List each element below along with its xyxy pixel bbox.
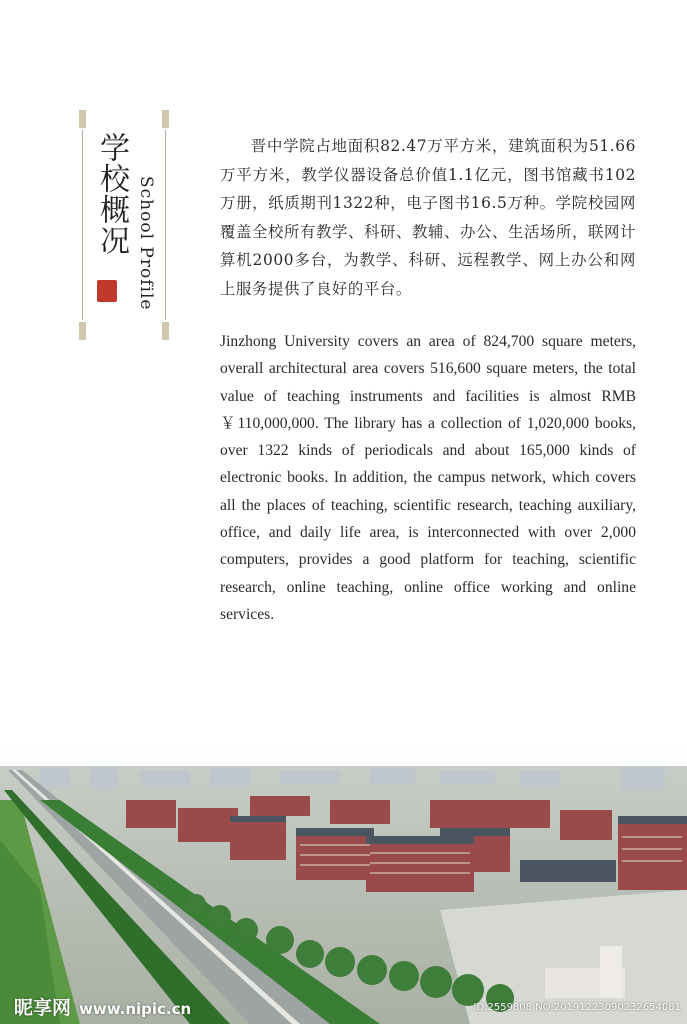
chinese-paragraph: 晋中学院占地面积82.47万平方米，建筑面积为51.66万平方米，教学仪器设备总价值1.1亿元，图书馆藏书102万册，纸质期刊1322种，电子图书16.5万种。学院校园网覆盖全校所有教学、科研、教辅、办公、生活场所，联网计算机2000多台，为教学、科研、远程教学、网上办公和网上服务提供了良好的平台。 [220, 137, 636, 298]
english-title: School Profile [136, 176, 156, 311]
divider-line [82, 130, 83, 320]
divider-line [165, 130, 166, 320]
decorative-cap [79, 110, 86, 128]
watermark-id: ID:2559808 NO:20191223090232654081 [473, 1002, 681, 1013]
decorative-cap [162, 110, 169, 128]
red-seal-stamp [97, 280, 117, 302]
decorative-cap [162, 322, 169, 340]
watermark-brand [14, 993, 191, 1020]
decorative-cap [79, 322, 86, 340]
campus-aerial-photo [0, 740, 687, 1024]
title-block [78, 110, 174, 342]
watermark-brand-name: 昵享网 [14, 997, 72, 1019]
watermark-url: www.nipic.cn [79, 1000, 192, 1018]
chinese-title: 学校概况 [94, 132, 129, 256]
english-paragraph: Jinzhong University covers an area of 824,700 square meters, overall architectural area covers 516,600 square meters, the total value of teaching instruments and facilities is almost RMB ￥110,000,000. The library has a collection of 1,020,000 books, over 1322 kinds of periodicals and about 165,000 kinds of electronic books. In addition, the campus network, which covers all the places of teaching, scientific research, teaching auxiliary, office, and daily life area, is interconnected with over 2,000 computers, provides a good platform for teaching, scientific research, online teaching, online office working and online services. [220, 333, 636, 623]
